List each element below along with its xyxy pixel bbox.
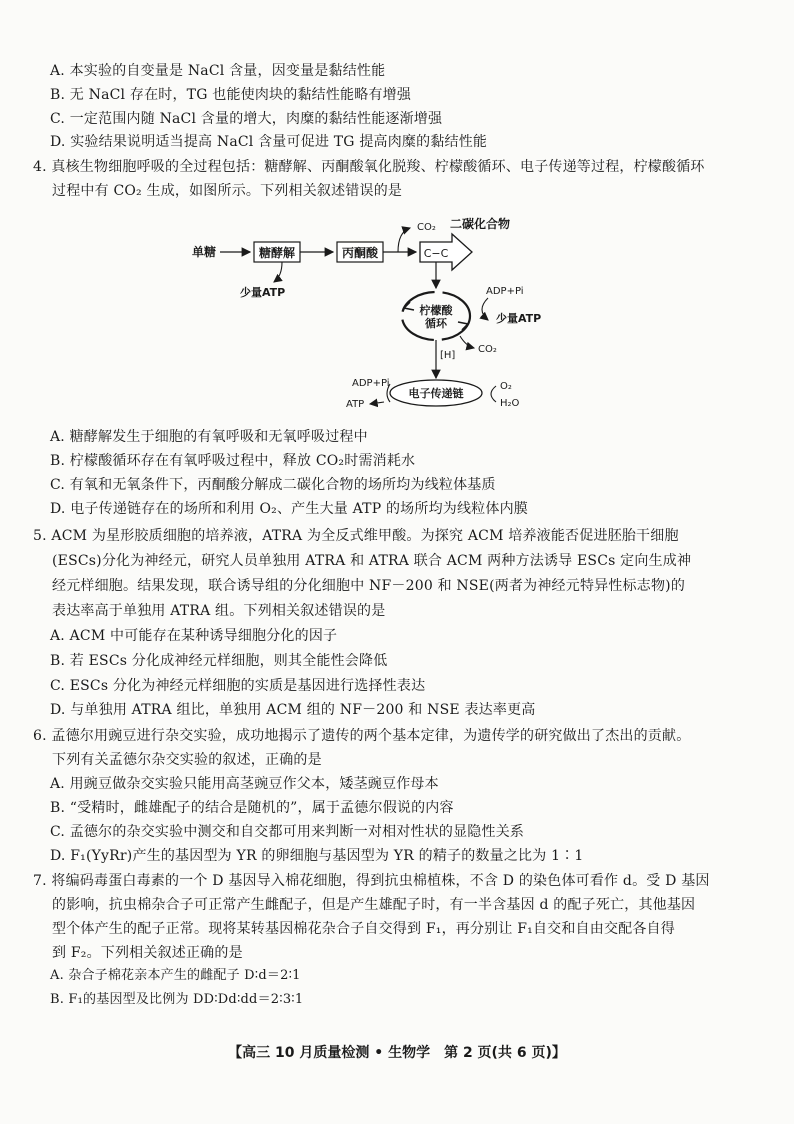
- q5-option-c: C. ESCs 分化为神经元样细胞的实质是基因进行选择性表达: [50, 678, 426, 694]
- q7-stem-line2: 的影响，抗虫棉杂合子可正常产生雌配子，但是产生雄配子时，有一半含基因 d 的配子死亡，其他基因: [52, 897, 696, 913]
- q4-option-d: D. 电子传递链存在的场所和利用 O₂、产生大量 ATP 的场所均为线粒体内膜: [50, 501, 528, 517]
- co2-mid-arrow: [460, 336, 474, 348]
- page-footer: 【高三 10 月质量检测 • 生物学 第 2 页(共 6 页)】: [228, 1045, 566, 1061]
- q6-stem-line1: 6. 孟德尔用豌豆进行杂交实验，成功地揭示了遗传的两个基本定律，为遗传学的研究做出了杰出的贡献。: [33, 728, 691, 744]
- q6-option-c: C. 孟德尔的杂交实验中测交和自交都可用来判断一对相对性状的显隐性关系: [50, 824, 525, 840]
- co2-top-arrow: [398, 228, 410, 252]
- q3-option-b: B. 无 NaCl 存在时，TG 也能使肉块的黏结性能略有增强: [50, 87, 412, 103]
- q7-stem-line4: 到 F₂。下列相关叙述正确的是: [52, 945, 243, 961]
- q7-option-b: B. F₁的基因型及比例为 DD∶Dd∶dd＝2∶3∶1: [50, 992, 304, 1007]
- o2-arrow: [491, 386, 496, 402]
- q6-option-a: A. 用豌豆做杂交实验只能用高茎豌豆作父本，矮茎豌豆作母本: [50, 776, 439, 792]
- co2-top-label: CO₂: [417, 222, 436, 233]
- monosaccharide-label: 单糖: [192, 245, 217, 259]
- q6-stem-line2: 下列有关孟德尔杂交实验的叙述，正确的是: [52, 752, 322, 768]
- q7-stem-line3: 型个体产生的配子正常。现将某转基因棉花杂合子自交得到 F₁，再分别让 F₁自交和自由交配各自得: [52, 921, 675, 937]
- pyruvate-label: 丙酮酸: [341, 246, 379, 260]
- adp-pi-left: ADP+Pi: [352, 378, 390, 389]
- q4-option-b: B. 柠檬酸循环存在有氧呼吸过程中，释放 CO₂时需消耗水: [50, 453, 416, 469]
- little-atp-left: 少量ATP: [240, 286, 286, 299]
- o2-label: O₂: [500, 381, 512, 392]
- cycle-arrowhead-right: [458, 322, 468, 330]
- h2o-label: H₂O: [500, 398, 520, 409]
- cycle-arrowhead-left: [404, 302, 414, 310]
- atp-label: ATP: [346, 399, 365, 410]
- h-label: [H]: [440, 350, 456, 361]
- q5-stem-line3: 经元样细胞。结果发现，联合诱导组的分化细胞中 NF－200 和 NSE(两者为神经元特异性标志物)的: [52, 578, 686, 594]
- atp-arrow-right: [482, 298, 488, 320]
- q6-option-d: D. F₁(YyRr)产生的基因型为 YR 的卵细胞与基因型为 YR 的精子的数量之比为 1∶1: [50, 848, 584, 864]
- q4-option-a: A. 糖酵解发生于细胞的有氧呼吸和无氧呼吸过程中: [50, 429, 368, 445]
- respiration-diagram: [170, 206, 620, 411]
- atp-arrow-bottom-left-head: [370, 402, 384, 404]
- citric-label-2: 循环: [425, 317, 447, 330]
- cc-label: C−C: [423, 247, 449, 260]
- q5-option-d: D. 与单独用 ATRA 组比，单独用 ACM 组的 NF－200 和 NSE 表达率更高: [50, 702, 536, 718]
- q7-option-a: A. 杂合子棉花亲本产生的雌配子 D∶d＝2∶1: [50, 968, 301, 983]
- q4-stem-line2: 过程中有 CO₂ 生成，如图所示。下列相关叙述错误的是: [52, 183, 403, 199]
- q5-stem-line1: 5. ACM 为星形胶质细胞的培养液，ATRA 为全反式维甲酸。为探究 ACM 培养液能否促进胚胎干细胞: [33, 528, 679, 544]
- co2-mid-label: CO₂: [478, 344, 497, 355]
- citric-label-1: 柠檬酸: [419, 304, 453, 317]
- q3-option-d: D. 实验结果说明适当提高 NaCl 含量可促进 TG 提高肉糜的黏结性能: [50, 134, 488, 150]
- q4-stem-line1: 4. 真核生物细胞呼吸的全过程包括：糖酵解、丙酮酸氧化脱羧、柠檬酸循环、电子传递等过程，柠檬酸循环: [33, 159, 705, 175]
- glycolysis-label: 糖酵解: [258, 246, 296, 260]
- little-atp-right: 少量ATP: [496, 312, 542, 325]
- q5-stem-line2: (ESCs)分化为神经元，研究人员单独用 ATRA 和 ATRA 联合 ACM 两种方法诱导 ESCs 定向生成神: [52, 553, 692, 569]
- atp-arrow-left: [274, 262, 282, 282]
- q7-stem-line1: 7. 将编码毒蛋白毒素的一个 D 基因导入棉花细胞，得到抗虫棉植株，不含 D 的染色体可看作 d。受 D 基因: [33, 873, 710, 889]
- q3-option-c: C. 一定范围内随 NaCl 含量的增大，肉糜的黏结性能逐渐增强: [50, 111, 443, 127]
- two-carbon-label: 二碳化合物: [450, 217, 511, 231]
- q5-option-a: A. ACM 中可能存在某种诱导细胞分化的因子: [50, 628, 338, 644]
- q6-option-b: B. “受精时，雌雄配子的结合是随机的”，属于孟德尔假说的内容: [50, 800, 454, 816]
- q4-option-c: C. 有氧和无氧条件下，丙酮酸分解成二碳化合物的场所均为线粒体基质: [50, 477, 496, 493]
- q5-stem-line4: 表达率高于单独用 ATRA 组。下列相关叙述错误的是: [52, 603, 386, 619]
- adp-pi-right: ADP+Pi: [486, 286, 524, 297]
- etc-label: 电子传递链: [408, 387, 464, 400]
- q5-option-b: B. 若 ESCs 分化成神经元样细胞，则其全能性会降低: [50, 653, 388, 669]
- q3-option-a: A. 本实验的自变量是 NaCl 含量，因变量是黏结性能: [50, 63, 386, 79]
